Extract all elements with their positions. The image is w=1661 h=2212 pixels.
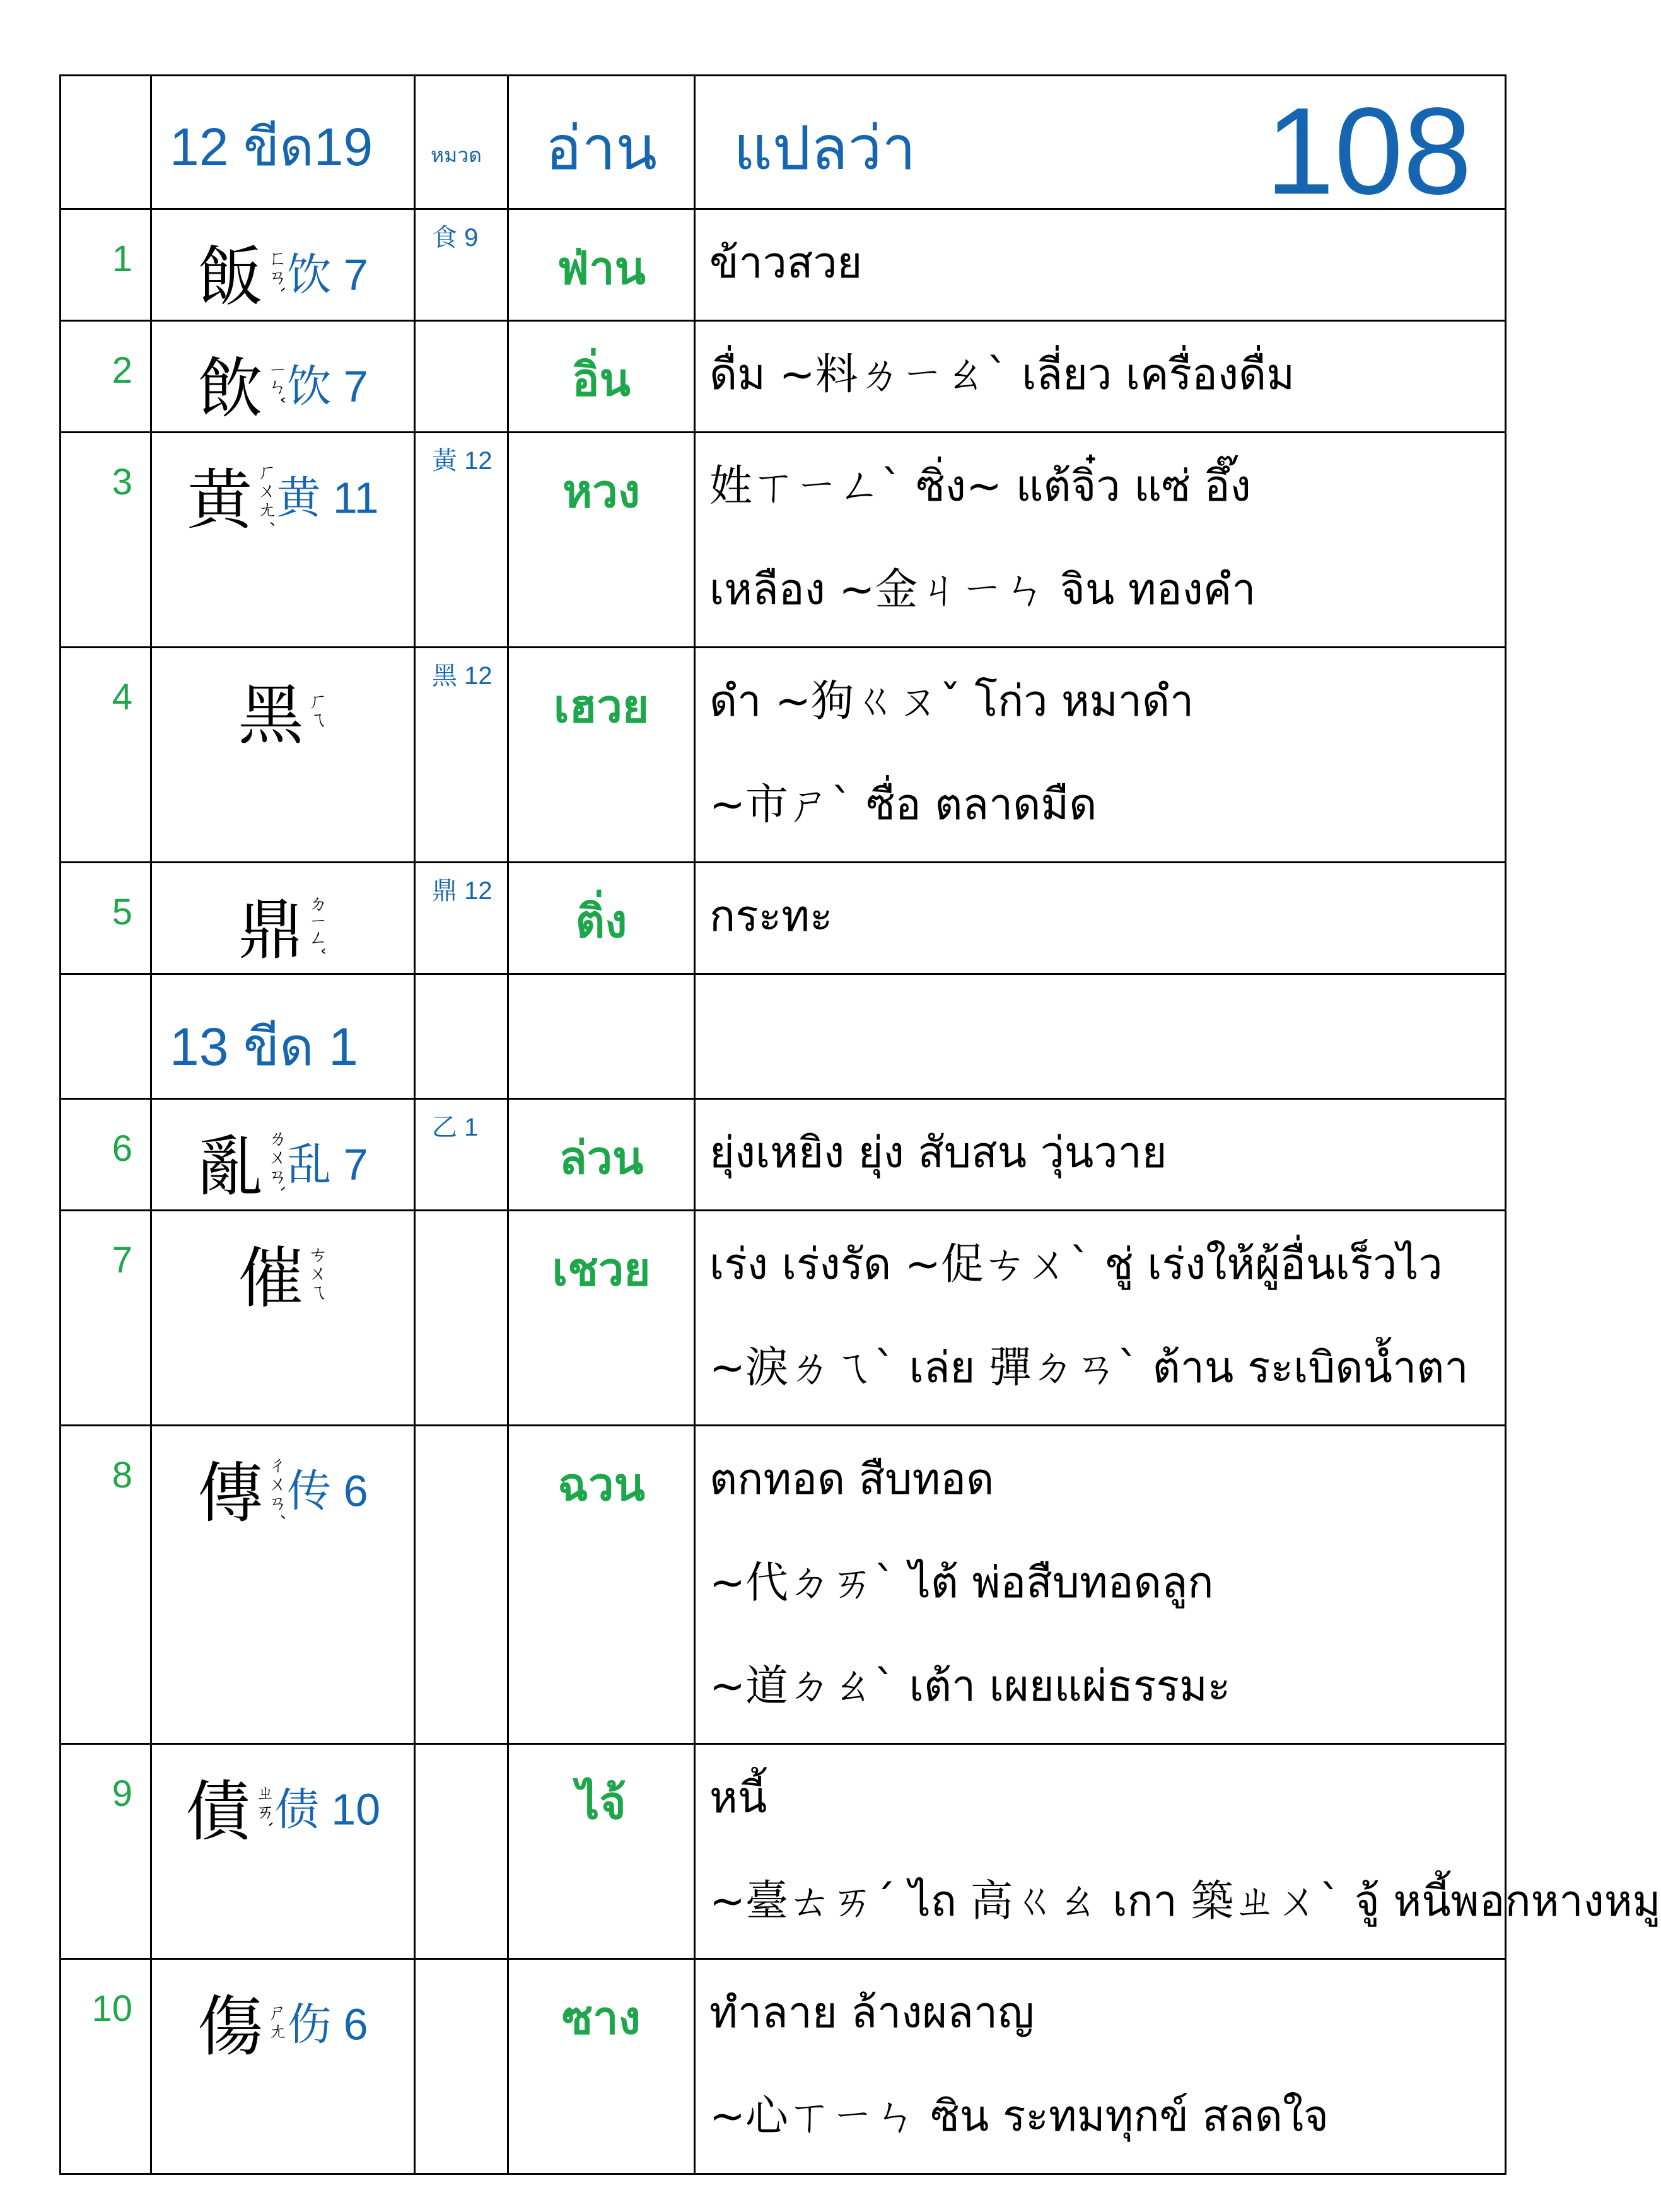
- bopomofo: ㄏㄨㄤˊ: [254, 461, 276, 528]
- chinese-character: 飲: [197, 350, 264, 427]
- meaning-line: ~道ㄉㄠˋ เต้า เผยแผ่ธรรมะ: [709, 1662, 1231, 1711]
- row-number: 6: [61, 1099, 151, 1211]
- chinese-character: 黄: [187, 462, 253, 538]
- reading-header: อ่าน: [508, 76, 695, 209]
- vocabulary-table: [59, 74, 1661, 2175]
- radical-cell: [415, 1211, 508, 1426]
- reading-cell: ฉวน: [508, 1426, 695, 1744]
- meaning-header-label: แปลว่า: [733, 113, 916, 183]
- radical-cell: 食 9: [415, 209, 508, 321]
- character-cell: [151, 1426, 415, 1744]
- character-cell: [151, 1099, 415, 1211]
- meaning-line: ~代ㄉㄞˋ ไต้ พ่อสืบทอดลูก: [709, 1558, 1214, 1608]
- section-title: 13 ขีด 1: [151, 974, 415, 1099]
- simplified-character: 饮 7: [287, 250, 368, 300]
- table-row: [61, 1959, 1506, 2174]
- section-row: [61, 974, 1506, 1099]
- row-number: 9: [61, 1744, 151, 1959]
- reading-cell: อิ่น: [508, 321, 695, 433]
- chinese-character: 債: [185, 1773, 251, 1850]
- character-cell: [151, 321, 415, 433]
- reading-cell: เชวย: [508, 1211, 695, 1426]
- page-number: 108: [1265, 82, 1472, 220]
- character-cell: [151, 1959, 415, 2174]
- meaning-header: [695, 76, 1506, 220]
- section-empty-cell: [508, 974, 695, 1099]
- section-empty-cell: [415, 974, 508, 1099]
- chinese-character: 亂: [197, 1128, 264, 1205]
- table-row: [61, 863, 1506, 974]
- bopomofo: ㄘㄨㄟ: [305, 1244, 327, 1301]
- meaning-line: เร่ง เร่งรัด ~促ㄘㄨˋ ชู่ เร่งให้ผู้อื่นเร็วไว: [709, 1240, 1443, 1289]
- radical-cell: 黃 12: [415, 433, 508, 648]
- simplified-character: 乱 7: [287, 1139, 368, 1189]
- character-cell: [151, 648, 415, 863]
- simplified-character: 伤 6: [287, 2000, 368, 2049]
- meaning-line: ดื่ม ~料ㄌㄧㄠˋ เลี่ยว เครื่องดื่ม: [709, 350, 1295, 400]
- table-row: [61, 433, 1506, 648]
- bopomofo: ㄉㄧㄥˇ: [305, 893, 327, 956]
- meaning-line: ~心ㄒㄧㄣ ซิน ระทมทุกข์ สลดใจ: [709, 2092, 1329, 2141]
- meaning-cell: [695, 648, 1506, 863]
- section-empty-cell: [695, 974, 1506, 1099]
- meaning-cell: [695, 433, 1506, 648]
- character-cell: [151, 209, 415, 321]
- meaning-line: เหลือง ~金ㄐㄧㄣ จิน ทองคำ: [709, 565, 1256, 615]
- meaning-line: หนี้: [709, 1773, 767, 1823]
- row-number: 3: [61, 433, 151, 648]
- meaning-cell: [695, 863, 1506, 974]
- table-row: [61, 321, 1506, 433]
- radical-cell: [415, 1744, 508, 1959]
- table-row: [61, 1426, 1506, 1744]
- simplified-character: 传 6: [287, 1466, 368, 1516]
- row-number: 1: [61, 209, 151, 321]
- table-row: [61, 1744, 1506, 1959]
- header-num-cell: [61, 76, 151, 209]
- row-number: 8: [61, 1426, 151, 1744]
- stroke-group-title: 12 ขีด19: [151, 76, 415, 209]
- radical-cell: [415, 321, 508, 433]
- row-number: 7: [61, 1211, 151, 1426]
- bopomofo: ㄌㄨㄢˋ: [264, 1127, 287, 1194]
- table-row: [61, 1099, 1506, 1211]
- meaning-cell: [695, 1426, 1506, 1744]
- radical-cell: 乙 1: [415, 1099, 508, 1211]
- meaning-cell: [695, 1744, 1661, 1959]
- radical-cell: 鼎 12: [415, 863, 508, 974]
- meaning-line: ข้าวสวย: [709, 238, 863, 288]
- radical-cell: 黑 12: [415, 648, 508, 863]
- meaning-line: ตกทอด สืบทอด: [709, 1455, 994, 1505]
- chinese-character: 傳: [197, 1455, 264, 1532]
- reading-cell: เฮวย: [508, 648, 695, 863]
- header-row: [61, 76, 1506, 209]
- meaning-line: ดำ ~狗ㄍㄡˇ โก่ว หมาดำ: [709, 677, 1194, 726]
- bopomofo: ㄕㄤ: [264, 2002, 287, 2040]
- meaning-line: ~淚ㄌㄟˋ เล่ย 彈ㄉㄢˋ ต้าน ระเบิดน้ำตา: [709, 1343, 1469, 1393]
- simplified-character: 黄 11: [276, 473, 379, 523]
- table-row: [61, 209, 1506, 321]
- category-header: หมวด: [415, 76, 508, 209]
- meaning-line: ~市ㄕˋ ซื่อ ตลาดมืด: [709, 780, 1097, 830]
- meaning-line: ทำลาย ล้างผลาญ: [709, 1988, 1035, 2038]
- radical-cell: [415, 1959, 508, 2174]
- meaning-cell: [695, 321, 1506, 433]
- row-number: 10: [61, 1959, 151, 2174]
- meaning-line: ~臺ㄊㄞˊ ไถ 高ㄍㄠ เกา 築ㄓㄨˋ จู้ หนี้พอกหางหมู: [709, 1877, 1661, 1926]
- reading-cell: ซาง: [508, 1959, 695, 2174]
- bopomofo: ㄧㄣˇ: [264, 361, 287, 405]
- chinese-character: 飯: [197, 238, 264, 315]
- character-cell: [151, 1744, 415, 1959]
- chinese-character: 鼎: [238, 892, 304, 969]
- reading-cell: ติ่ง: [508, 863, 695, 974]
- character-cell: [151, 863, 415, 974]
- bopomofo: ㄈㄢˋ: [264, 247, 287, 295]
- simplified-character: 债 10: [274, 1784, 381, 1834]
- row-number: 4: [61, 648, 151, 863]
- bopomofo: ㄔㄨㄢˊ: [264, 1454, 287, 1521]
- meaning-line: ยุ่งเหยิง ยุ่ง สับสน วุ่นวาย: [709, 1128, 1167, 1178]
- table-row: [61, 648, 1506, 863]
- reading-cell: หวง: [508, 433, 695, 648]
- table-row: [61, 1211, 1506, 1426]
- reading-cell: ล่วน: [508, 1099, 695, 1211]
- chinese-character: 催: [238, 1240, 304, 1317]
- meaning-cell: [695, 1211, 1506, 1426]
- meaning-cell: [695, 1099, 1506, 1211]
- chinese-character: 黑: [238, 677, 304, 754]
- meaning-cell: [695, 209, 1506, 321]
- chinese-character: 傷: [197, 1988, 264, 2065]
- character-cell: [151, 433, 415, 648]
- reading-cell: ฟ่าน: [508, 209, 695, 321]
- reading-cell: ไจ้: [508, 1744, 695, 1959]
- meaning-line: กระทะ: [709, 892, 833, 941]
- radical-cell: [415, 1426, 508, 1744]
- simplified-character: 饮 7: [287, 361, 368, 411]
- meaning-line: 姓ㄒㄧㄥˋ ซิ่ง~ แต้จิ๋ว แซ่ อึ๊ง: [709, 462, 1251, 511]
- bopomofo: ㄏㄟ: [305, 690, 327, 728]
- row-number: 5: [61, 863, 151, 974]
- bopomofo: ㄓㄞˋ: [252, 1782, 274, 1830]
- character-cell: [151, 1211, 415, 1426]
- section-num-cell: [61, 974, 151, 1099]
- row-number: 2: [61, 321, 151, 433]
- meaning-cell: [695, 1959, 1506, 2174]
